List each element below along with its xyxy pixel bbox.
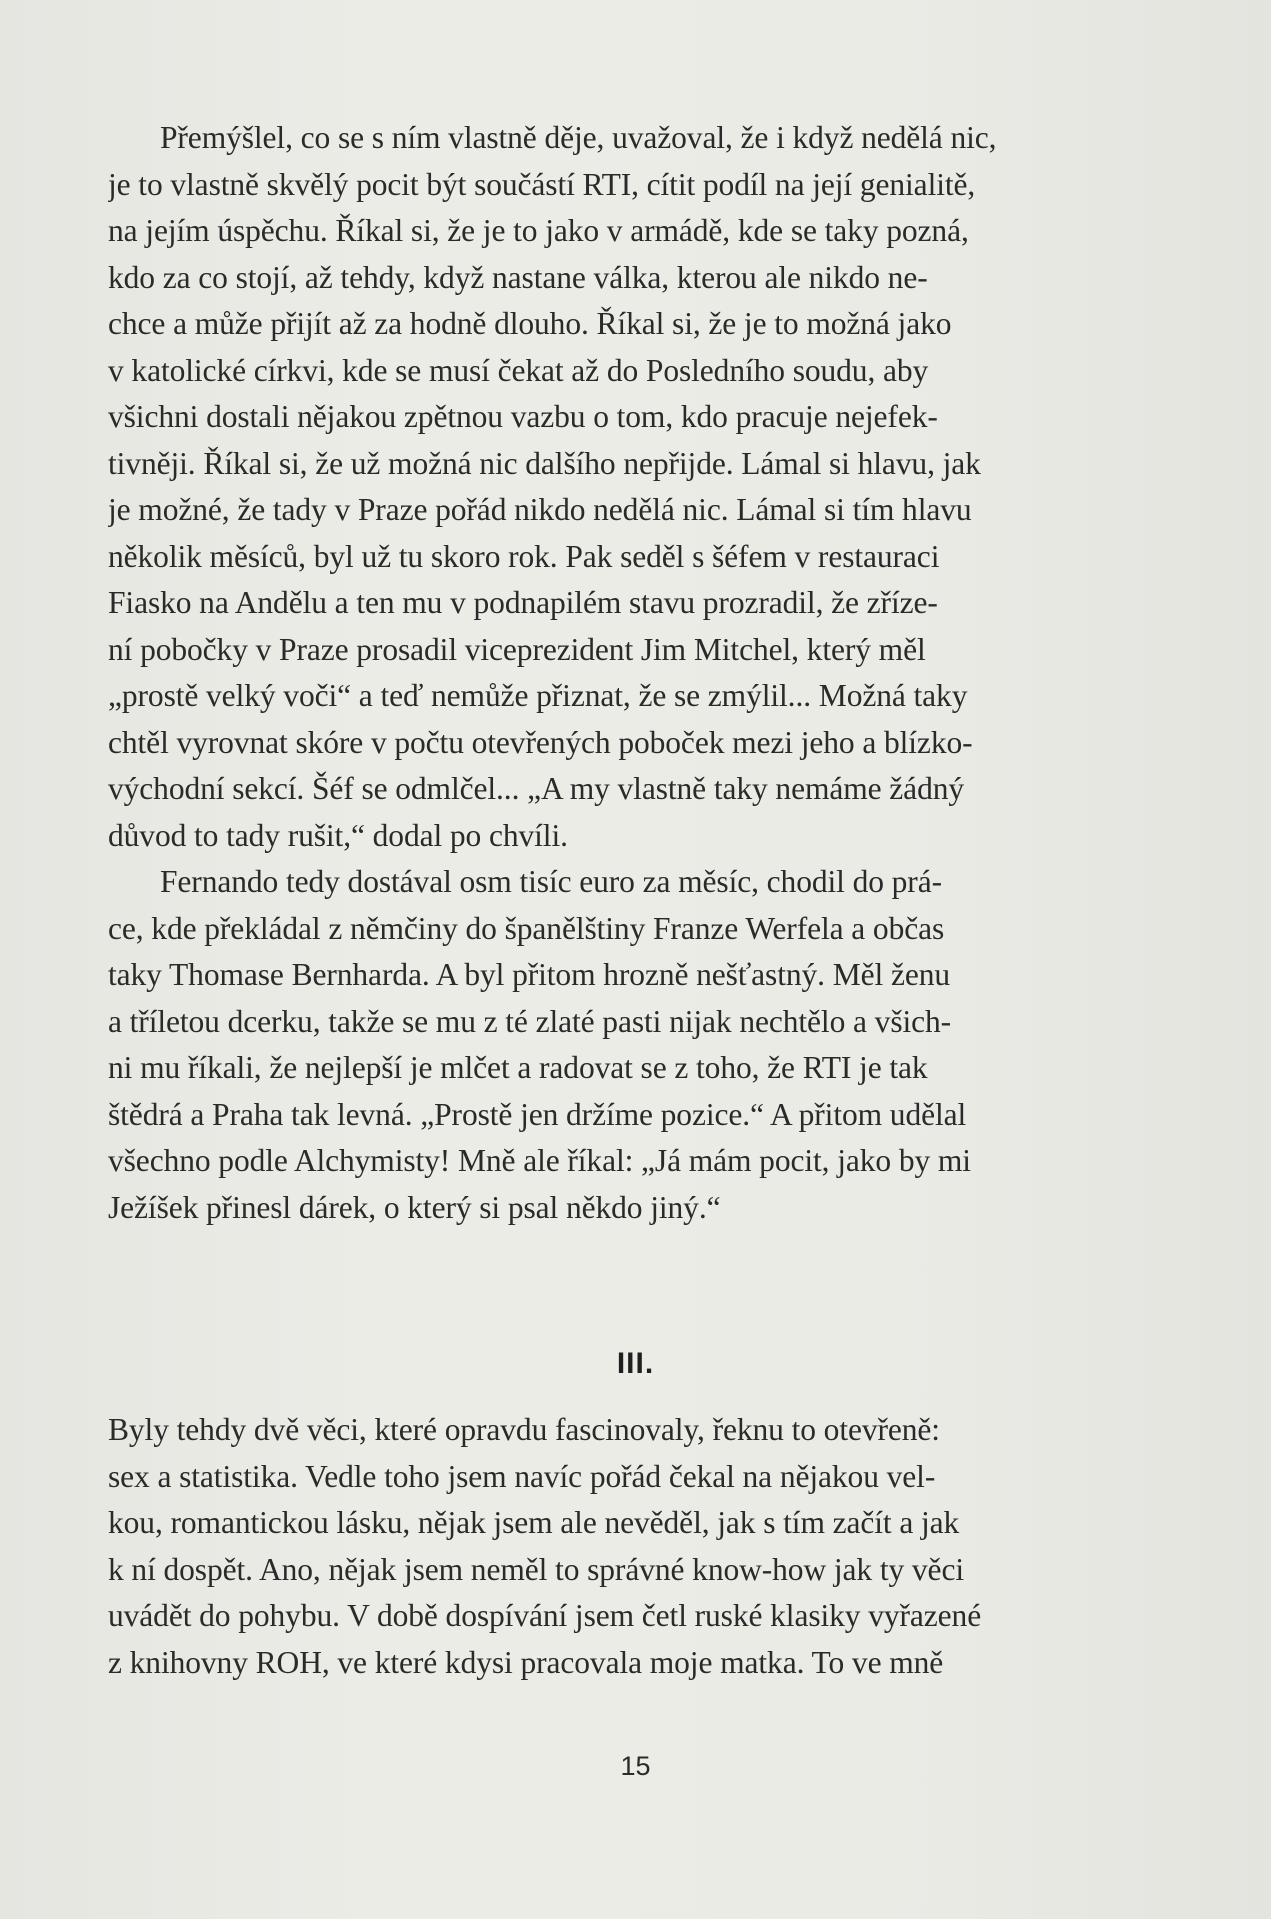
text-line: k ní dospět. Ano, nějak jsem neměl to správné know-how jak ty věci: [108, 1551, 964, 1587]
text-line: ni mu říkali, že nejlepší je mlčet a radovat se z toho, že RTI je tak: [108, 1050, 928, 1085]
text-line: všichni dostali nějakou zpětnou vazbu o tom, kdo pracuje nejefek-: [108, 399, 938, 434]
text-line: několik měsíců, byl už tu skoro rok. Pak seděl s šéfem v restauraci: [108, 538, 940, 574]
text-line: je možné, že tady v Praze pořád nikdo nedělá nic. Lámal si tím hlavu: [108, 492, 972, 527]
text-line: východní sekcí. Šéf se odmlčel... „A my vlastně taky nemáme žádný: [108, 771, 965, 806]
text-before-section: [108, 115, 1168, 1231]
text-line: Fiasko na Andělu a ten mu v podnapilém stavu prozradil, že zříze-: [108, 585, 938, 620]
text-line: uvádět do pohybu. V době dospívání jsem četl ruské klasiky vyřazené: [108, 1598, 982, 1633]
text-line: kdo za co stojí, až tehdy, když nastane válka, kterou ale nikdo ne-: [108, 259, 928, 295]
text-line: „prostě velký voči“ a teď nemůže přiznat, že se zmýlil... Možná taky: [108, 678, 968, 713]
text-line: taky Thomase Bernharda. A byl přitom hrozně nešťastný. Měl ženu: [108, 957, 951, 992]
text-line: kou, romantickou lásku, nějak jsem ale nevěděl, jak s tím začít a jak: [108, 1505, 960, 1540]
text-line: Fernando tedy dostával osm tisíc euro za měsíc, chodil do prá-: [160, 864, 942, 899]
text-line: štědrá a Praha tak levná. „Prostě jen držíme pozice.“ A přitom udělal: [108, 1096, 967, 1132]
text-line: a tříletou dcerku, takže se mu z té zlaté pasti nijak nechtělo a všich-: [108, 1003, 952, 1039]
text-line: chtěl vyrovnat skóre v počtu otevřených poboček mezi jeho a blízko-: [108, 724, 973, 760]
text-after-section: [108, 1407, 1168, 1686]
text-line: Byly tehdy dvě věci, které opravdu fascinovaly, řeknu to otevřeně:: [108, 1412, 940, 1447]
section-heading: III.: [616, 1347, 655, 1380]
text-line: z knihovny ROH, ve které kdysi pracovala moje matka. To ve mně: [108, 1644, 944, 1680]
text-line: je to vlastně skvělý pocit být součástí RTI, cítit podíl na její genialitě,: [108, 166, 976, 202]
text-line: Přemýšlel, co se s ním vlastně děje, uvažoval, že i když nedělá nic,: [160, 120, 997, 155]
page-number: 15: [620, 1751, 651, 1781]
text-line: chce a může přijít až za hodně dlouho. Říkal si, že je to možná jako: [108, 306, 952, 341]
text-line: ní pobočky v Praze prosadil viceprezident Jim Mitchel, který měl: [108, 631, 926, 667]
text-line: ce, kde překládal z němčiny do španělštiny Franze Werfela a občas: [108, 910, 945, 946]
text-line: sex a statistika. Vedle toho jsem navíc pořád čekal na nějakou vel-: [108, 1458, 936, 1494]
text-line: důvod to tady rušit,“ dodal po chvíli.: [108, 817, 568, 853]
text-line: v katolické církvi, kde se musí čekat až do Posledního soudu, aby: [108, 352, 929, 388]
text-line: Ježíšek přinesl dárek, o který si psal někdo jiný.“: [108, 1189, 721, 1225]
text-line: všechno podle Alchymisty! Mně ale říkal: „Já mám pocit, jako by mi: [108, 1143, 971, 1178]
text-line: na jejím úspěchu. Říkal si, že je to jako v armádě, kde se taky pozná,: [108, 213, 969, 248]
text-line: tivněji. Říkal si, že už možná nic dalšího nepřijde. Lámal si hlavu, jak: [108, 445, 981, 481]
